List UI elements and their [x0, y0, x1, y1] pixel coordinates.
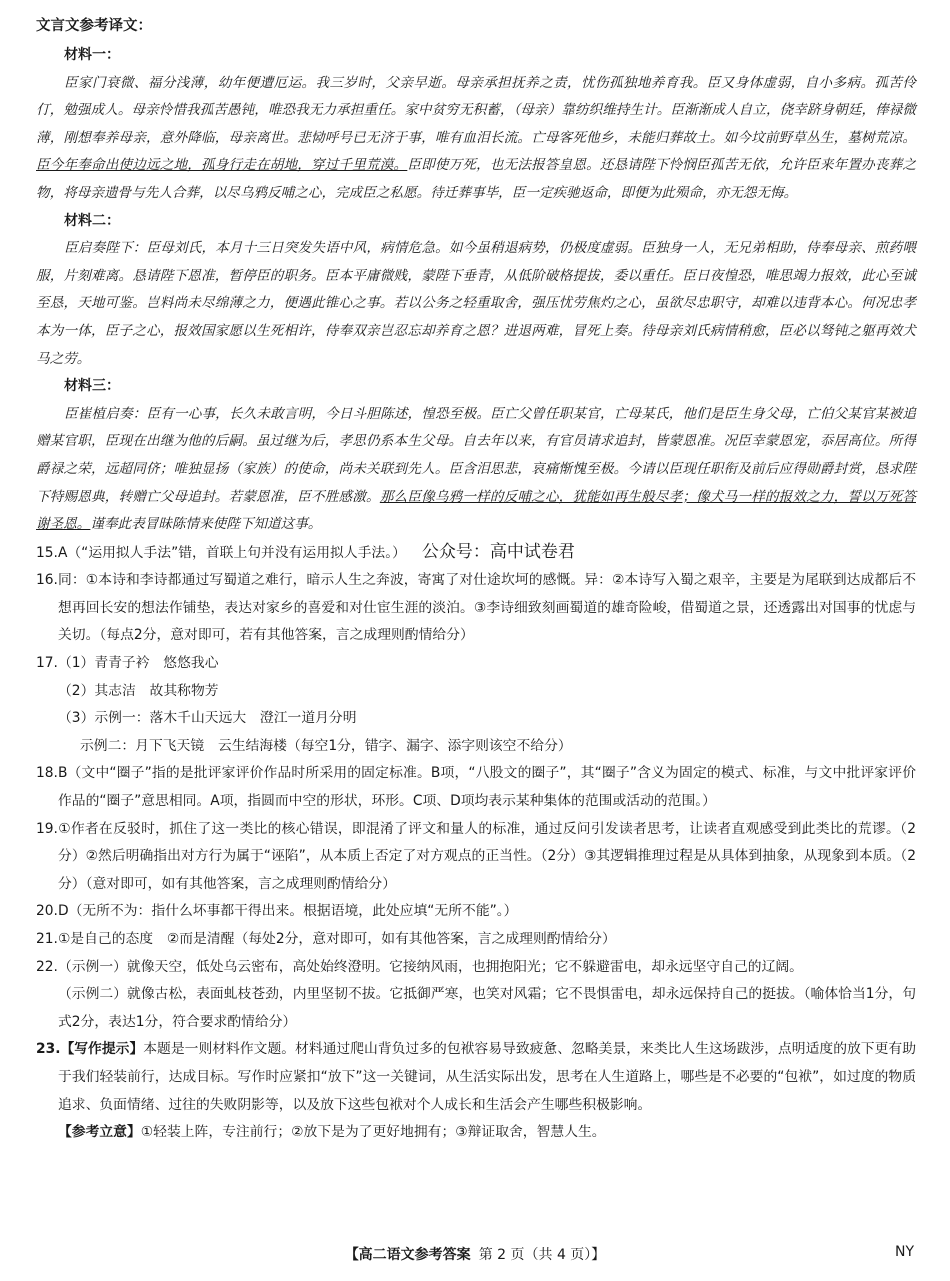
- answer-23: [36, 1036, 916, 1146]
- text-run: 臣崔植启奏：臣有一心事，长久未敢言明，今日斗胆陈述，惶恐至极。臣亡父曾任职某官，亡母某氏，他们是臣生身父母，亡伯父某官某被追赠某官职，臣现在出继为他的后嗣。虽过继为后，孝思仍系本生父母。自去年以来，有官员请求追封，皆蒙恩准。况臣幸蒙恩宠，忝居高位。所得爵禄之荣，远超同侪；唯独显扬（家族）的使命，尚未关联到先人。臣含泪思悲，哀痛惭愧至极。今请以臣现任职衔及前后应得勋爵封赏，恳求陛下特赐恩典，转赠亡父母追封。若蒙恩准，臣不胜感激。: [36, 405, 916, 505]
- answer-line: （示例二）就像古松，表面虬枝苍劲，内里坚韧不拔。它抵御严寒，也笑对风霜；它不畏惧雷电，却永远保持自己的挺拔。（喻体恰当1分，句式2分，表达1分，符合要求酌情给分）: [58, 986, 916, 1030]
- page-footer: [0, 1244, 950, 1264]
- answer-line: （3）示例一：落木千山天远大 澄江一道月分明: [58, 710, 357, 727]
- material-one-title: 材料一：: [64, 47, 120, 63]
- paper-code: NY: [894, 1244, 914, 1260]
- page-number: 第 2 页（共 4 页）】: [478, 1247, 606, 1263]
- material-three-translation: [36, 401, 916, 539]
- answer-content: [36, 42, 916, 1147]
- answer-text: 15.A（“运用拟人手法”错，首联上句并没有运用拟人手法。）: [36, 544, 406, 561]
- answer-15: [36, 539, 916, 568]
- material-three-title: 材料三：: [64, 378, 120, 395]
- answer-21: 21.①是自己的态度 ②而是清醒（每处2分，意对即可，如有其他答案，言之成理则酌情给分）: [36, 931, 616, 947]
- answer-line: 22.（示例一）就像天空，低处乌云密布，高处始终澄明。它接纳风雨，也拥抱阳光；它不躲避雷电，却永远坚守自己的辽阔。: [36, 958, 803, 975]
- footer-title: 【高二语文参考答案: [344, 1247, 471, 1263]
- answer-16: 16.同：①本诗和李诗都通过写蜀道之难行，暗示人生之奔波，寄寓了对仕途坎坷的感慨。异：②本诗写入蜀之艰辛，主要是为尾联到达成都后不想再回长安的想法作铺垫，表达对家乡的喜爱和对仕宦生涯的淡泊。③李诗细致刻画蜀道的雄奇险峻，借蜀道之景，还透露出对国事的忧虑与关切。（每点2分，意对即可，若有其他答案，言之成理则酌情给分）: [36, 572, 916, 644]
- writing-tip-label: 23.【写作提示】: [36, 1041, 144, 1058]
- text-run: 谨奉此表冒昧陈情来使陛下知道这事。: [90, 516, 322, 533]
- material-two-translation: 臣启奏陛下：臣母刘氏，本月十三日突发失语中风，病情危急。如今虽稍退病势，仍极度虚弱。臣独身一人，无兄弟相助，侍奉母亲、煎药喂服，片刻难离。恳请陛下恩准，暂停臣的职务。臣本平庸微贱，蒙陛下垂青，从低阶破格提拔，委以重任。臣日夜惶恐，唯思竭力报效，此心至诚至恳，天地可鉴。岂料尚未尽绵薄之力，便遇此锥心之事。若以公务之轻重取舍，强压忧劳焦灼之心，虽欲尽忠职守，却难以违背本心。何况忠孝本为一体，臣子之心，报效国家愿以生死相许，侍奉双亲岂忍忘却养育之恩？进退两难，冒死上奏。待母亲刘氏病情稍愈，臣必以驽钝之躯再效犬马之劳。: [36, 240, 916, 367]
- watermark-text: 公众号：高中试卷君: [421, 541, 575, 562]
- theme-label: 【参考立意】: [58, 1124, 141, 1141]
- answer-19: 19.①作者在反驳时，抓住了这一类比的核心错误，即混淆了评文和量人的标准，通过反问引发读者思考，让读者直观感受到此类比的荒谬。（2分）②然后明确指出对方行为属于“诬陷”，从本质上否定了对方观点的正当性。（2分）③其逻辑推理过程是从具体到抽象，从现象到本质。（2分）（意对即可，如有其他答案，言之成理则酌情给分）: [36, 820, 916, 892]
- text-run: 臣即使万死，也无法报答皇恩。还恳请陛下怜悯臣孤苦无依，允许臣来年置办丧葬之物，将母亲遗骨与先人合葬，以尽乌鸦反哺之心，完成臣之私愿。待迁葬事毕，臣一定疾驰返命，即便为此殒命，亦无怨无悔。: [36, 157, 917, 201]
- answer-text: ①轻装上阵，专注前行；②放下是为了更好地拥有；③辩证取舍，智慧人生。: [140, 1124, 606, 1141]
- material-two-title: 材料二：: [64, 212, 120, 229]
- answer-line: （2）其志洁 故其称物芳: [58, 682, 219, 699]
- answer-20: 20.D（无所不为：指什么坏事都干得出来。根据语境，此处应填“无所不能”。）: [36, 903, 518, 920]
- underlined-sentence: 臣今年奉命出使边远之地，孤身行走在胡地，穿过千里荒漠。: [36, 157, 408, 174]
- answer-17: [36, 650, 916, 760]
- answer-line: [36, 1036, 916, 1119]
- underlined-sentence: 那么臣像乌鸦一样的反哺之心，犹能如再生般尽孝；像犬马一样的报效之力，誓以万死答谢圣恩。: [36, 488, 916, 533]
- material-one-translation: [36, 70, 916, 208]
- answer-text: 本题是一则材料作文题。材料通过爬山背负过多的包袱容易导致疲惫、忽略美景，来类比人生这场跋涉，点明适度的放下更有助于我们轻装前行，达成目标。写作时应紧扣“放下”这一关键词，从生活实际出发，思考在人生道路上，哪些是不必要的“包袱”，如过度的物质追求、负面情绪、过往的失败阴影等，以及放下这些包袱对个人成长和生活会产生哪些积极影响。: [58, 1041, 916, 1113]
- section-heading: 文言文参考译文：: [36, 18, 152, 34]
- answer-line: 17.（1）青青子衿 悠悠我心: [36, 655, 219, 672]
- answer-18: 18.B（文中“圈子”指的是批评家评价作品时所采用的固定标准。B项，“八股文的圈子”，其“圈子”含义为固定的模式、标准，与文中批评家评价作品的“圈子”意思相同。A项，指圆而中空的形状，环形。C项、D项均表示某种集体的范围或活动的范围。）: [36, 765, 916, 810]
- answer-line: 示例二：月下飞天镜 云生结海楼（每空1分，错字、漏字、添字则该空不给分）: [80, 737, 572, 754]
- text-run: 臣家门衰微、福分浅薄，幼年便遭厄运。我三岁时，父亲早逝。母亲承担抚养之责，忧伤孤独地养育我。臣又身体虚弱，自小多病。孤苦伶仃，勉强成人。母亲怜惜我孤苦愚钝，唯恐我无力承担重任。家中贫穷无积蓄，（母亲）靠纺织维持生计。臣渐渐成人自立，侥幸跻身朝廷，俸禄微薄，刚想奉养母亲，意外降临，母亲离世。悲恸呼号已无济于事，唯有血泪长流。亡母客死他乡，未能归葬故土。如今坟前野草丛生，墓树荒凉。: [36, 74, 916, 146]
- answer-22: [36, 954, 916, 1037]
- answer-line: [36, 1119, 916, 1147]
